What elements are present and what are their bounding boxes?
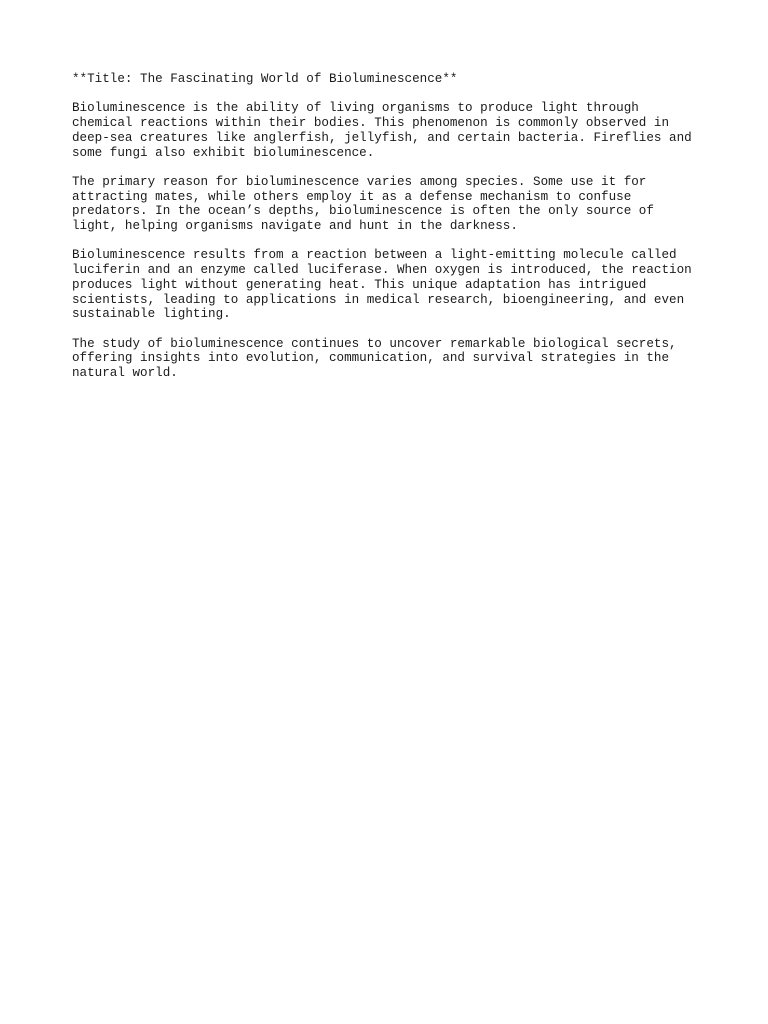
paragraph-mechanism: Bioluminescence results from a reaction between a light-emitting molecule called luciferin and an enzyme called luciferase. When oxygen is introduced, the reaction produces light without generating heat. This unique adaptation has intrigued scientists, leading to applications in medical research, bioengineering, and even sustainable lighting. <box>72 248 692 322</box>
paragraph-purpose: The primary reason for bioluminescence varies among species. Some use it for attracting mates, while others employ it as a defense mechanism to confuse predators. In the ocean’s depths, bioluminescence is often the only source of light, helping organisms navigate and hunt in the darkness. <box>72 174 654 233</box>
paragraph-intro: Bioluminescence is the ability of living organisms to produce light through chemical reactions within their bodies. This phenomenon is commonly observed in deep-sea creatures like anglerfish, jellyfish, and certain bacteria. Fireflies and some fungi also exhibit bioluminescence. <box>72 101 692 160</box>
paragraph-conclusion: The study of bioluminescence continues to uncover remarkable biological secrets, offering insights into evolution, communication, and survival strategies in the natural world. <box>72 336 677 380</box>
document-title: **Title: The Fascinating World of Bioluminescence** <box>72 72 458 86</box>
document-body <box>72 72 702 395</box>
